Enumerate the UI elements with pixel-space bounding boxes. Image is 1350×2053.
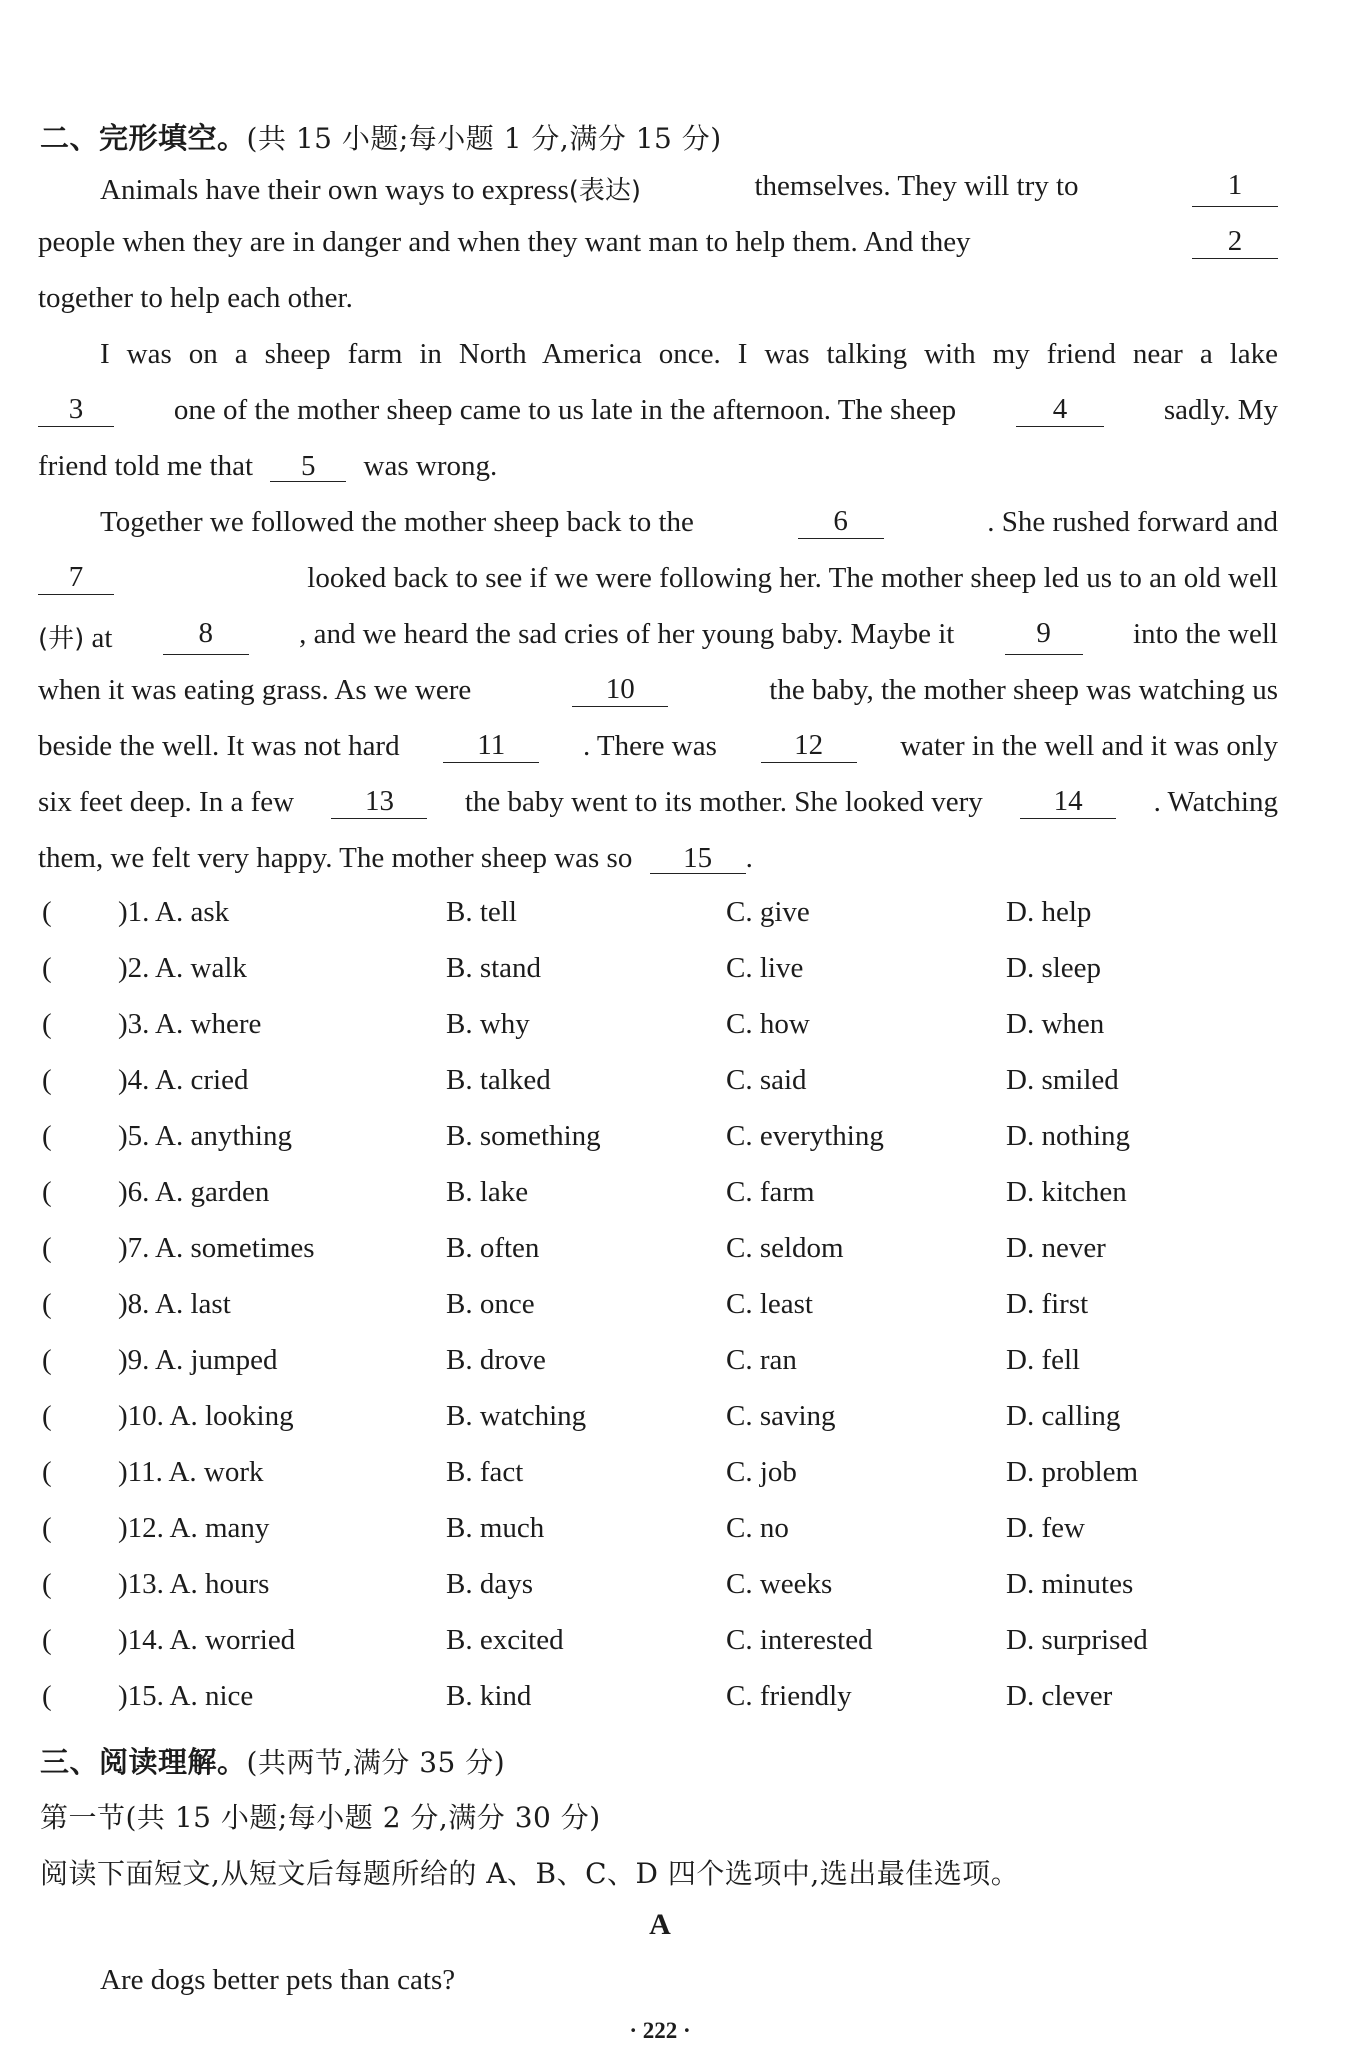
option-c: C. weeks bbox=[726, 1568, 833, 1600]
option-a: )12. A. many bbox=[118, 1512, 270, 1544]
option-c: C. ran bbox=[726, 1344, 797, 1376]
option-d: D. surprised bbox=[1006, 1624, 1148, 1656]
option-d: D. nothing bbox=[1006, 1120, 1131, 1152]
option-b: B. watching bbox=[446, 1400, 587, 1432]
instruction-text: 阅读下面短文,从短文后每题所给的 A、B、C、D 四个选项中,选出最佳选项。 bbox=[40, 1857, 1020, 1890]
answer-paren: ( bbox=[42, 896, 52, 928]
passage-text: together to help each other. bbox=[38, 282, 353, 314]
passage-line-5 bbox=[38, 394, 1278, 427]
option-a: )9. A. jumped bbox=[118, 1344, 278, 1376]
option-a: )13. A. hours bbox=[118, 1568, 270, 1600]
blank-14: 14 bbox=[1020, 786, 1116, 819]
option-a: )4. A. cried bbox=[118, 1064, 249, 1096]
option-c: C. interested bbox=[726, 1624, 873, 1656]
option-a: )14. A. worried bbox=[118, 1624, 296, 1656]
question-row bbox=[38, 1680, 1298, 1722]
blank-4: 4 bbox=[1016, 394, 1104, 427]
question-row bbox=[38, 1624, 1298, 1666]
question-row bbox=[38, 1064, 1298, 1106]
question-row bbox=[38, 1176, 1298, 1218]
option-b: B. talked bbox=[446, 1064, 551, 1096]
passage-text: one of the mother sheep came to us late in the afternoon. The sheep bbox=[173, 394, 957, 426]
passage-text: people when they are in danger and when they want man to help them. And they bbox=[38, 226, 971, 258]
blank-6: 6 bbox=[798, 506, 884, 539]
question-row bbox=[38, 1512, 1298, 1554]
passage-line-1 bbox=[100, 170, 1278, 207]
option-b: B. lake bbox=[446, 1176, 529, 1208]
answer-paren: ( bbox=[42, 1288, 52, 1320]
passage-line-4 bbox=[100, 338, 1278, 371]
section-3-heading bbox=[40, 1740, 505, 1781]
passage-line-2 bbox=[38, 226, 1278, 259]
answer-paren: ( bbox=[42, 1064, 52, 1096]
option-c: C. friendly bbox=[726, 1680, 852, 1712]
passage-text: was wrong. bbox=[363, 450, 498, 482]
passage-line-9 bbox=[38, 618, 1278, 655]
option-a: )15. A. nice bbox=[118, 1680, 254, 1712]
blank-13: 13 bbox=[331, 786, 427, 819]
option-d: D. never bbox=[1006, 1232, 1106, 1264]
passage-line-6 bbox=[38, 450, 1278, 483]
blank-9: 9 bbox=[1005, 618, 1083, 655]
passage-text: looked back to see if we were following her. The mother sheep led us to an old well bbox=[307, 562, 1278, 594]
option-c: C. least bbox=[726, 1288, 813, 1320]
answer-paren: ( bbox=[42, 1008, 52, 1040]
question-row bbox=[38, 1568, 1298, 1610]
option-c: C. everything bbox=[726, 1120, 884, 1152]
option-d: D. minutes bbox=[1006, 1568, 1134, 1600]
chinese-gloss: (井) bbox=[38, 624, 85, 654]
option-b: B. fact bbox=[446, 1456, 524, 1488]
passage-text: them, we felt very happy. The mother sheep was so bbox=[38, 842, 633, 874]
passage-text: the baby went to its mother. She looked very bbox=[464, 786, 983, 818]
chinese-gloss: (表达) bbox=[568, 176, 642, 206]
blank-2: 2 bbox=[1192, 226, 1278, 259]
option-d: D. sleep bbox=[1006, 952, 1102, 984]
passage-text: Animals have their own ways to express bbox=[100, 174, 569, 206]
option-b: B. drove bbox=[446, 1344, 546, 1376]
section-2-title: 二、完形填空。 bbox=[40, 121, 247, 155]
answer-paren: ( bbox=[42, 1568, 52, 1600]
passage-text: six feet deep. In a few bbox=[38, 786, 295, 818]
question-row bbox=[38, 1288, 1298, 1330]
question-row bbox=[38, 1456, 1298, 1498]
passage-text: into the well bbox=[1132, 618, 1278, 650]
answer-paren: ( bbox=[42, 1344, 52, 1376]
passage-text: . She rushed forward and bbox=[987, 506, 1278, 538]
option-d: D. help bbox=[1006, 896, 1092, 928]
option-d: D. problem bbox=[1006, 1456, 1139, 1488]
passage-line-11 bbox=[38, 730, 1278, 763]
section-3-title: 三、阅读理解。 bbox=[40, 1745, 247, 1779]
option-c: C. no bbox=[726, 1512, 789, 1544]
option-a: )2. A. walk bbox=[118, 952, 247, 984]
option-a: )5. A. anything bbox=[118, 1120, 292, 1152]
question-row bbox=[38, 896, 1298, 938]
option-c: C. saving bbox=[726, 1400, 836, 1432]
option-d: D. calling bbox=[1006, 1400, 1121, 1432]
answer-paren: ( bbox=[42, 1400, 52, 1432]
answer-paren: ( bbox=[42, 1232, 52, 1264]
passage-text: , and we heard the sad cries of her young baby. Maybe it bbox=[299, 618, 955, 650]
option-c: C. job bbox=[726, 1456, 797, 1488]
option-a: )10. A. looking bbox=[118, 1400, 294, 1432]
section-3-note: (共两节,满分 35 分) bbox=[246, 1746, 506, 1779]
answer-paren: ( bbox=[42, 1456, 52, 1488]
question-row bbox=[38, 1008, 1298, 1050]
blank-5: 5 bbox=[270, 451, 346, 482]
option-c: C. live bbox=[726, 952, 804, 984]
passage-text: themselves. They will try to bbox=[754, 170, 1079, 202]
question-row bbox=[38, 1232, 1298, 1274]
option-d: D. smiled bbox=[1006, 1064, 1119, 1096]
blank-10: 10 bbox=[572, 674, 668, 707]
section-2-note: (共 15 小题;每小题 1 分,满分 15 分) bbox=[246, 122, 722, 155]
passage-line-3 bbox=[38, 282, 1278, 315]
option-b: B. excited bbox=[446, 1624, 564, 1656]
blank-7: 7 bbox=[38, 562, 114, 595]
passage-text: . bbox=[745, 842, 753, 874]
option-d: D. clever bbox=[1006, 1680, 1113, 1712]
option-d: D. kitchen bbox=[1006, 1176, 1127, 1208]
passage-text: sadly. My bbox=[1163, 394, 1278, 426]
option-b: B. once bbox=[446, 1288, 535, 1320]
option-b: B. something bbox=[446, 1120, 601, 1152]
option-a: )6. A. garden bbox=[118, 1176, 270, 1208]
passage-text: water in the well and it was only bbox=[900, 730, 1278, 762]
passage-text: the baby, the mother sheep was watching us bbox=[769, 674, 1278, 706]
page-number: · 222 · bbox=[629, 2018, 691, 2043]
option-b: B. days bbox=[446, 1568, 533, 1600]
passage-text: beside the well. It was not hard bbox=[38, 730, 400, 762]
passage-line-7 bbox=[100, 506, 1278, 539]
option-d: D. few bbox=[1006, 1512, 1085, 1544]
answer-paren: ( bbox=[42, 1680, 52, 1712]
option-b: B. why bbox=[446, 1008, 530, 1040]
passage-line-8 bbox=[38, 562, 1278, 595]
question-row bbox=[38, 1400, 1298, 1442]
passage-text: friend told me that bbox=[38, 450, 254, 482]
answer-paren: ( bbox=[42, 1120, 52, 1152]
passage-line-10 bbox=[38, 674, 1278, 707]
blank-12: 12 bbox=[761, 730, 857, 763]
option-b: B. kind bbox=[446, 1680, 532, 1712]
blank-15: 15 bbox=[650, 843, 746, 874]
blank-3: 3 bbox=[38, 394, 114, 427]
option-a: )8. A. last bbox=[118, 1288, 231, 1320]
option-c: C. how bbox=[726, 1008, 810, 1040]
option-c: C. farm bbox=[726, 1176, 815, 1208]
passage-line-12 bbox=[38, 786, 1278, 819]
passage-label: A bbox=[649, 1908, 671, 1941]
blank-8: 8 bbox=[163, 618, 249, 655]
passage-text: when it was eating grass. As we were bbox=[38, 674, 472, 706]
part-1-heading: 第一节(共 15 小题;每小题 2 分,满分 30 分) bbox=[40, 1801, 601, 1834]
option-c: C. give bbox=[726, 896, 810, 928]
passage-text: Together we followed the mother sheep back to the bbox=[100, 506, 694, 538]
option-a: )7. A. sometimes bbox=[118, 1232, 315, 1264]
question-row bbox=[38, 1120, 1298, 1162]
option-d: D. first bbox=[1006, 1288, 1089, 1320]
option-c: C. seldom bbox=[726, 1232, 844, 1264]
option-b: B. tell bbox=[446, 896, 517, 928]
option-a: )3. A. where bbox=[118, 1008, 262, 1040]
answer-paren: ( bbox=[42, 1176, 52, 1208]
option-a: )11. A. work bbox=[118, 1456, 264, 1488]
blank-1: 1 bbox=[1192, 170, 1278, 207]
question-row bbox=[38, 1344, 1298, 1386]
option-a: )1. A. ask bbox=[118, 896, 230, 928]
question-row bbox=[38, 952, 1298, 994]
passage-text: . Watching bbox=[1153, 786, 1278, 818]
answer-paren: ( bbox=[42, 1512, 52, 1544]
option-c: C. said bbox=[726, 1064, 807, 1096]
passage-text: . There was bbox=[582, 730, 717, 762]
section-2-heading bbox=[40, 116, 722, 157]
blank-11: 11 bbox=[443, 730, 539, 763]
option-b: B. often bbox=[446, 1232, 540, 1264]
passage-a-first-line: Are dogs better pets than cats? bbox=[100, 1964, 456, 1996]
option-d: D. fell bbox=[1006, 1344, 1081, 1376]
passage-line-13 bbox=[38, 842, 1278, 875]
passage-text: at bbox=[91, 622, 113, 654]
answer-paren: ( bbox=[42, 952, 52, 984]
option-d: D. when bbox=[1006, 1008, 1105, 1040]
option-b: B. much bbox=[446, 1512, 545, 1544]
option-b: B. stand bbox=[446, 952, 542, 984]
passage-text: I was on a sheep farm in North America once. I was talking with my friend near a lake bbox=[100, 338, 1278, 370]
answer-paren: ( bbox=[42, 1624, 52, 1656]
